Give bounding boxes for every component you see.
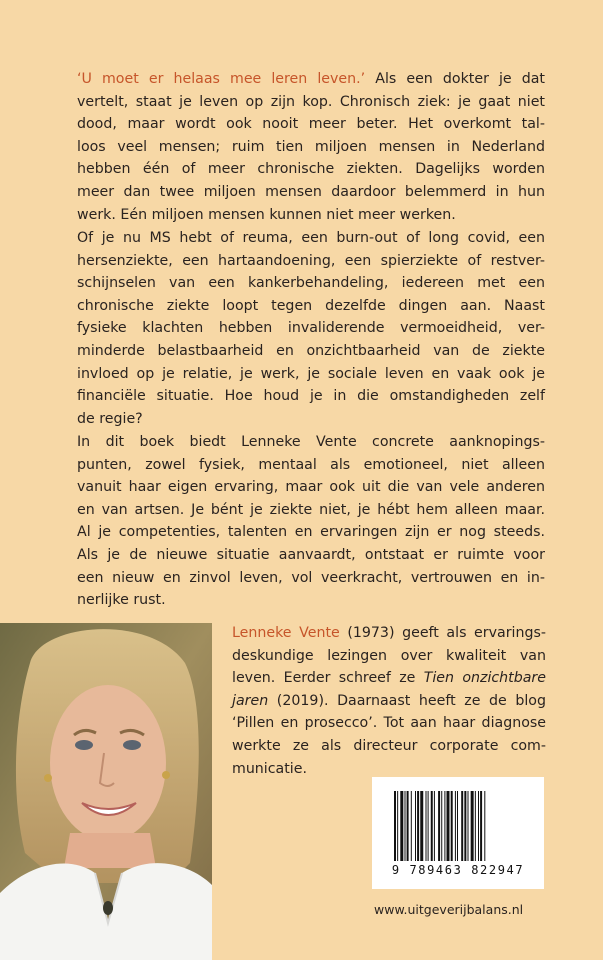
blurb-line: en van artsen. Je bént je ziekte niet, je hébt hem alleen maar. — [77, 501, 545, 518]
barcode-bar — [434, 791, 435, 861]
author-bio — [232, 622, 546, 780]
barcode-bar — [455, 791, 456, 861]
blurb-line: fysieke klachten hebben invaliderende vermoeidheid, ver- — [77, 320, 545, 337]
blurb-paragraph-3 — [77, 431, 545, 612]
blurb-line: Als je de nieuwe situatie aanvaardt, ontstaat er ruimte voor — [77, 546, 545, 563]
barcode-bar — [441, 791, 442, 861]
barcode-bar — [461, 791, 463, 861]
blurb-line: werk. Eén miljoen mensen kunnen niet meer werken. — [77, 206, 456, 223]
isbn-barcode — [372, 777, 544, 889]
blurb-line: ‘U moet er helaas mee leren leven.’ Als een dokter je dat — [77, 71, 545, 87]
blurb-line: Of je nu MS hebt of reuma, een burn-out of long covid, een — [77, 230, 545, 246]
barcode-bar — [428, 791, 429, 861]
bio-line: municatie. — [232, 760, 307, 777]
bio-line: Lenneke Vente (1973) geeft als ervarings- — [232, 625, 546, 641]
blurb-paragraph-2 — [77, 227, 545, 430]
barcode-bar — [478, 791, 479, 861]
barcode-bars — [372, 777, 544, 863]
book-title: jaren — [232, 692, 269, 709]
blurb-line: financiële situatie. Hoe houd je in die omstandigheden zelf — [77, 388, 545, 405]
blurb-line: vertelt, staat je leven op zijn kop. Chronisch ziek: je gaat niet — [77, 93, 545, 110]
bio-line: werkte ze als directeur corporate com- — [232, 737, 546, 754]
blurb-line: dood, maar wordt ook nooit meer beter. Het overkomt tal- — [77, 116, 545, 133]
bio-line: deskundige lezingen over kwaliteit van — [232, 647, 546, 664]
blurb-line: Al je competenties, talenten en ervaringen zijn er nog steeds. — [77, 524, 545, 541]
barcode-bar — [484, 791, 485, 861]
barcode-bar — [480, 791, 482, 861]
blurb-line: schijnselen van een kankerbehandeling, iedereen met een — [77, 275, 545, 292]
book-title: Tien onzichtbare — [423, 670, 546, 687]
blurb-line: de regie? — [77, 410, 143, 427]
barcode-bar — [397, 791, 398, 861]
barcode-bar — [475, 791, 476, 861]
blurb-line: hersenziekte, een hartaandoening, een spierziekte of restver- — [77, 252, 545, 269]
bio-line: ‘Pillen en prosecco’. Tot aan haar diagnose — [232, 715, 546, 732]
barcode-bar — [431, 791, 433, 861]
barcode-bar — [420, 791, 423, 861]
barcode-bar — [405, 791, 406, 861]
publisher-website[interactable]: www.uitgeverijbalans.nl — [374, 902, 524, 917]
barcode-bar — [464, 791, 466, 861]
author-name: Lenneke Vente — [232, 625, 340, 641]
blurb-line: meer dan twee miljoen mensen daardoor belemmerd in hun — [77, 183, 545, 200]
blurb-paragraph-1 — [77, 68, 545, 226]
opening-quote: ‘U moet er helaas mee leren leven.’ — [77, 71, 366, 87]
blurb-line: nerlijke rust. — [77, 592, 166, 609]
barcode-bar — [394, 791, 396, 861]
barcode-bar — [451, 791, 453, 861]
barcode-bar — [417, 791, 419, 861]
blurb-line: loos veel mensen; ruim tien miljoen mensen in Nederland — [77, 138, 545, 155]
bio-line: leven. Eerder schreef ze Tien onzichtbare — [232, 670, 546, 687]
author-photo — [0, 623, 212, 960]
blurb-line: minderde belastbaarheid en onzichtbaarheid van de ziekte — [77, 342, 545, 359]
blurb-line: hebben één of meer chronische ziekten. Dagelijks worden — [77, 161, 545, 178]
blurb-line: invloed op je relatie, je werk, je sociale leven en vaak ook je — [77, 365, 545, 382]
barcode-bar — [411, 791, 412, 861]
barcode-bar — [426, 791, 427, 861]
blurb-line: chronische ziekte loopt tegen dezelfde dingen aan. Naast — [77, 297, 545, 314]
barcode-bar — [447, 791, 450, 861]
barcode-bar — [444, 791, 445, 861]
blurb-line: vanuit haar eigen ervaring, maar ook uit die van vele anderen — [77, 479, 545, 496]
bio-line: jaren (2019). Daarnaast heeft ze de blog — [232, 692, 546, 709]
barcode-bar — [457, 791, 458, 861]
barcode-bar — [407, 791, 409, 861]
barcode-bar — [438, 791, 440, 861]
barcode-bar — [468, 791, 469, 861]
isbn-digits: 9 789463 822947 — [391, 863, 525, 877]
blurb-line: een nieuw en zinvol leven, vol veerkracht, vertrouwen en in- — [77, 569, 545, 586]
blurb-line: punten, zowel fysiek, mentaal als emotioneel, niet alleen — [77, 456, 545, 473]
blurb-line: In dit boek biedt Lenneke Vente concrete aanknopings- — [77, 434, 545, 450]
barcode-bar — [415, 791, 416, 861]
barcode-bar — [400, 791, 403, 861]
barcode-bar — [471, 791, 474, 861]
